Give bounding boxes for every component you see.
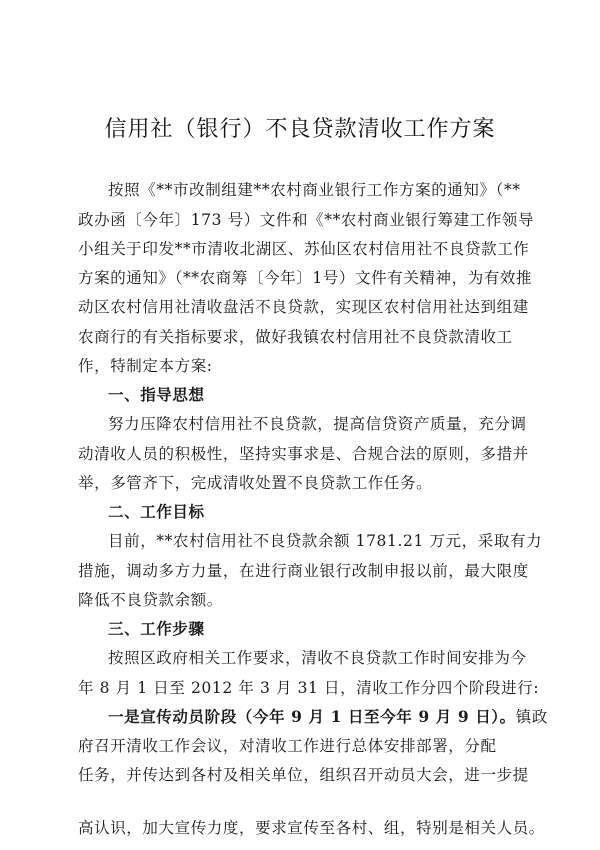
section-heading-work-goal: 二、工作目标 (108, 503, 205, 521)
document-title: 信用社（银行）不良贷款清收工作方案 (104, 117, 496, 142)
section-heading-guiding-thought: 一、指导思想 (108, 386, 205, 404)
paragraph-line: 高认识，加大宣传力度，要求宣传至各村、组，特别是相关人员。 (78, 819, 545, 837)
paragraph-line: 动清收人员的积极性，坚持实事求是、合规合法的原则，多措并 (78, 445, 529, 463)
paragraph-line: 努力压降农村信用社不良贷款，提高信贷资产质量，充分调 (108, 415, 527, 433)
paragraph-line: 按照区政府相关工作要求，清收不良贷款工作时间安排为今 (108, 649, 527, 667)
paragraph-line: 目前，**农村信用社不良贷款余额 1781.21 万元，采取有力 (108, 532, 543, 550)
section-heading-work-steps: 三、工作步骤 (108, 620, 205, 638)
paragraph-line: 举，多管齐下，完成清收处置不良贷款工作任务。 (78, 474, 433, 492)
stage-one-heading: 一是宣传动员阶段（今年 9 月 1 日至今年 9 月 9 日）。 (108, 707, 516, 726)
paragraph-line: 按照《**市改制组建**农村商业银行工作方案的通知》（** (108, 181, 521, 199)
paragraph-line: 小组关于印发**市清收北湖区、苏仙区农村信用社不良贷款工作 (78, 240, 530, 258)
stage-one-text: 镇政 (515, 708, 548, 726)
paragraph-line-stage-one (108, 707, 548, 727)
paragraph-line: 作，特制定本方案: (78, 357, 213, 375)
paragraph-line: 政办函〔今年〕173 号）文件和《**农村商业银行筹建工作领导 (78, 211, 535, 229)
paragraph-line: 动区农村信用社清收盘活不良贷款，实现区农村信用社达到组建 (78, 298, 529, 316)
paragraph-line: 农商行的有关指标要求，做好我镇农村信用社不良贷款清收工 (78, 328, 513, 346)
paragraph-line: 府召开清收工作会议，对清收工作进行总体安排部署，分配 (78, 737, 497, 755)
paragraph-line: 措施，调动多方力量，在进行商业银行改制申报以前，最大限度 (78, 562, 529, 580)
paragraph-line: 降低不良贷款余额。 (78, 591, 223, 609)
paragraph-line: 方案的通知》（**农商筹〔今年〕1号）文件有关精神，为有效推 (78, 269, 533, 287)
paragraph-line: 年 8 月 1 日至 2012 年 3 月 31 日，清收工作分四个阶段进行: (78, 679, 540, 697)
paragraph-line: 任务，并传达到各村及相关单位，组织召开动员大会，进一步提 (78, 766, 529, 784)
